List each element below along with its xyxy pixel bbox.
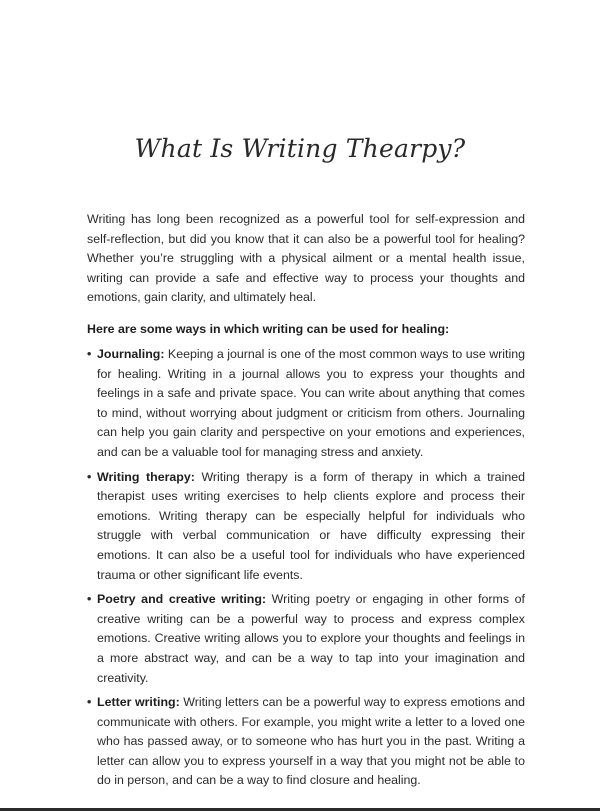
section-subheading: Here are some ways in which writing can be used for healing: (87, 322, 450, 336)
list-item-letter-writing (87, 693, 525, 791)
bullet-icon: • (87, 469, 92, 484)
list-item-writing-therapy (87, 468, 525, 586)
page-title: What Is Writing Thearpy? (134, 134, 466, 163)
list-item-journaling (87, 345, 525, 463)
list-item-term: Poetry and creative writing: (97, 592, 267, 607)
list-item-text: Keeping a journal is one of the most common ways to use writing for healing. Writing in a journal allows you to express your thoughts and feelings in a safe and private space. You can write about anything that comes to mind, without worrying about judgment or criticism from others. Journaling can help you gain clarity and perspective on your emotions and experiences, and can be a valuable tool for managing stress and anxiety. (97, 347, 525, 459)
healing-methods-list (87, 345, 525, 796)
bullet-icon: • (87, 592, 92, 607)
list-item-term: Journaling: (97, 347, 165, 361)
bullet-icon: • (87, 695, 92, 710)
list-item-text: Writing therapy is a form of therapy in which a trained therapist uses writing exercises to help clients explore and process their emotions. Writing therapy can be especially helpful for individuals who struggle with verbal communication or have difficulty expressing their emotions. It can also be a useful tool for individuals who have experienced trauma or other significant life events. (97, 469, 525, 582)
intro-paragraph: Writing has long been recognized as a powerful tool for self-expression and self-reflection, but did you know that it can also be a powerful tool for healing? Whether you’re struggling with a physical ailment or a mental health issue, writing can provide a safe and effective way to process your thoughts and emotions, gain clarity, and ultimately heal. (87, 212, 525, 305)
list-item-poetry-creative-writing (87, 590, 525, 688)
list-item-text: Writing poetry or engaging in other forms of creative writing can be a powerful way to process and express complex emotions. Creative writing allows you to explore your thoughts and feelings in a more abstract way, and can be a way to tap into your imagination and creativity. (97, 592, 525, 685)
list-item-text: Writing letters can be a powerful way to express emotions and communicate with others. For example, you might write a letter to a loved one who has passed away, or to someone who has hurt you in the past. Writing a letter can allow you to express yourself in a way that you might not be able to do in person, and can be a way to find closure and healing. (97, 695, 526, 788)
bullet-icon: • (87, 347, 92, 361)
list-item-term: Letter writing: (97, 695, 180, 710)
list-item-term: Writing therapy: (97, 469, 195, 484)
